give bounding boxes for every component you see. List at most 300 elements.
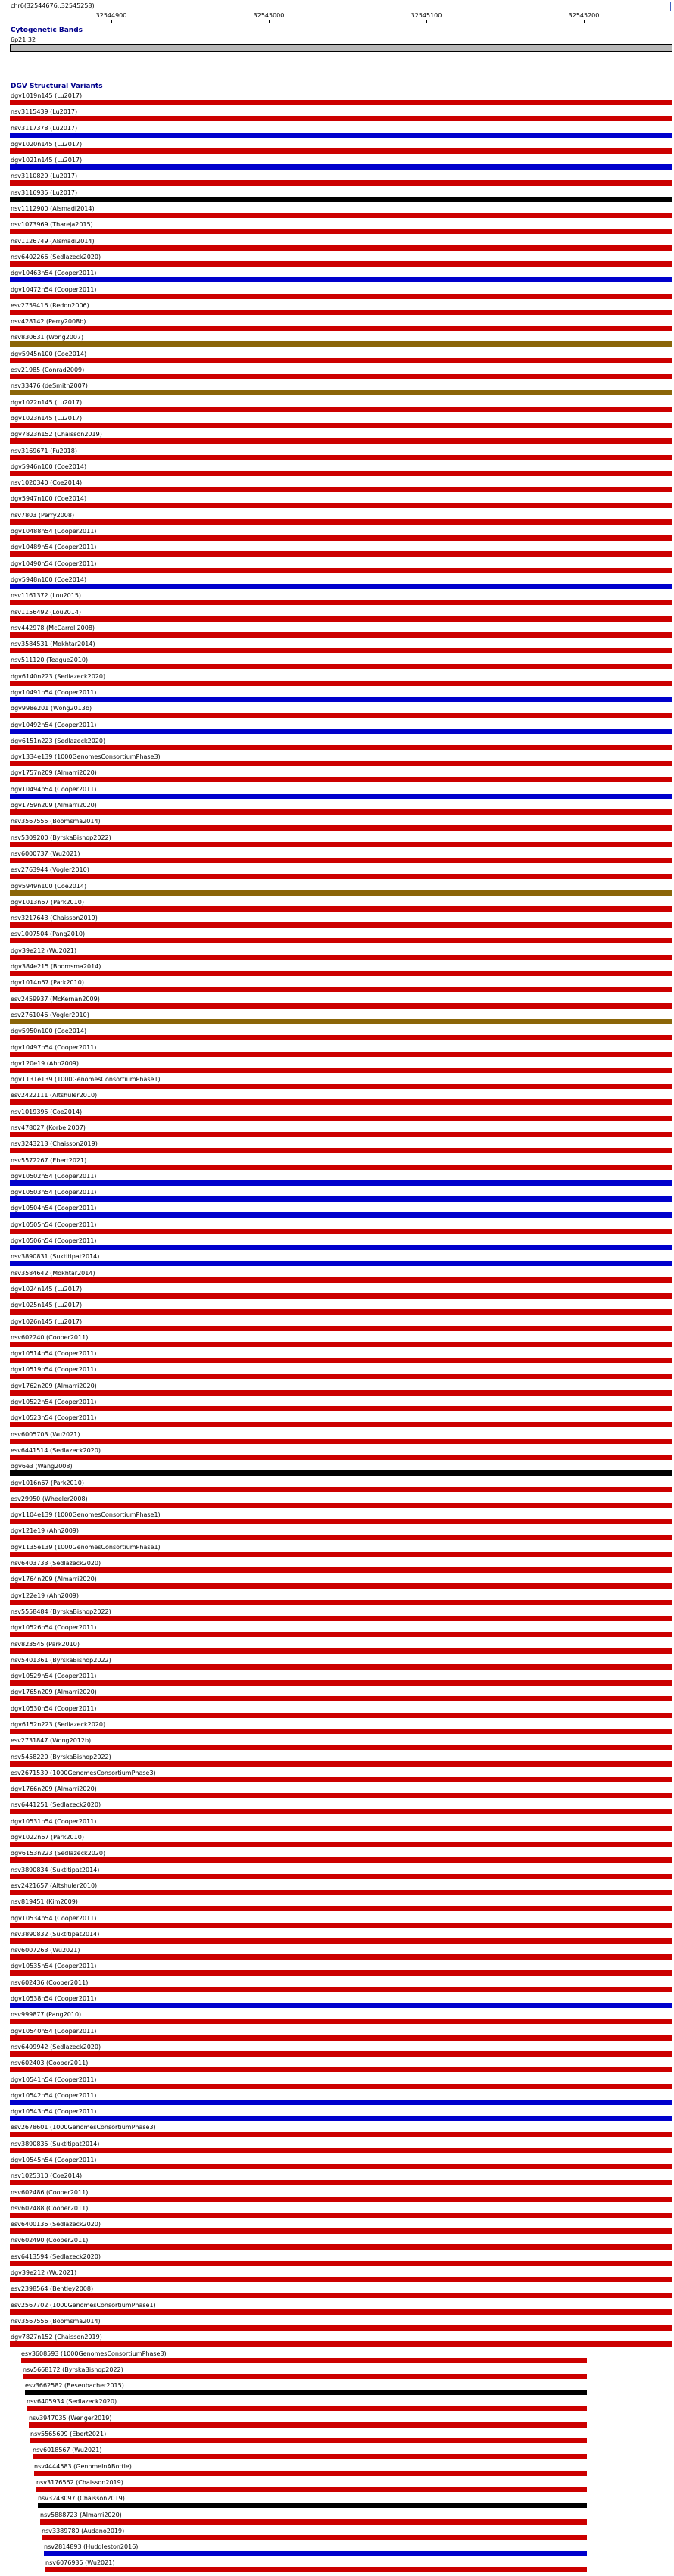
variant-row (0, 1044, 674, 1060)
variant-bar[interactable] (10, 358, 672, 363)
variant-bar[interactable] (10, 1680, 672, 1686)
variant-bar[interactable] (10, 341, 672, 347)
variant-row (0, 1253, 674, 1269)
variant-bar[interactable] (10, 213, 672, 218)
variant-bar[interactable] (44, 2551, 587, 2556)
variant-label: dgv1026n145 (Lu2017) (11, 1318, 83, 1325)
variant-bar[interactable] (10, 600, 672, 605)
variant-bar[interactable] (10, 2228, 672, 2234)
variant-bar[interactable] (10, 1196, 672, 1202)
variant-bar[interactable] (10, 2067, 672, 2072)
variant-bar[interactable] (10, 1519, 672, 1524)
variant-bar[interactable] (10, 1826, 672, 1831)
variant-row (0, 512, 674, 528)
variant-row (0, 1834, 674, 1850)
variant-bar[interactable] (10, 2084, 672, 2089)
variant-row (0, 1770, 674, 1785)
variant-label: dgv6140n223 (Sedlazeck2020) (11, 672, 106, 680)
variant-bar[interactable] (10, 2148, 672, 2153)
variant-bar[interactable] (10, 1455, 672, 1460)
variant-row (0, 2124, 674, 2140)
variant-row (0, 2382, 674, 2398)
variant-bar[interactable] (10, 277, 672, 282)
variant-row (0, 270, 674, 285)
variant-row (0, 641, 674, 656)
variant-bar[interactable] (10, 2341, 672, 2347)
variant-bar[interactable] (10, 1567, 672, 1573)
variant-bar[interactable] (21, 2358, 587, 2363)
variant-row (0, 2302, 674, 2318)
variant-bar[interactable] (10, 197, 672, 202)
variant-row (0, 2495, 674, 2511)
variant-bar[interactable] (10, 825, 672, 831)
variant-bar[interactable] (10, 1745, 672, 1750)
variant-bar[interactable] (10, 1406, 672, 1411)
variant-bar[interactable] (10, 987, 672, 992)
variant-label: esv2567702 (1000GenomesConsortiumPhase1) (11, 2301, 156, 2309)
variant-bar[interactable] (10, 1084, 672, 1089)
variant-label: esv2398564 (Bentley2008) (11, 2285, 94, 2293)
variant-label: dgv122e19 (Ahn2009) (11, 1592, 80, 1599)
variant-bar[interactable] (10, 1600, 672, 1605)
variant-label: dgv1104e139 (1000GenomesConsortiumPhase1) (11, 1511, 161, 1519)
variant-row (0, 2479, 674, 2495)
variant-bar[interactable] (10, 423, 672, 428)
ruler-tick-label: 32544900 (95, 12, 127, 19)
variant-bar[interactable] (10, 1116, 672, 1121)
variant-row (0, 1721, 674, 1737)
variant-label: nsv602240 (Cooper2011) (11, 1333, 89, 1341)
variant-label: dgv10519n54 (Cooper2011) (11, 1366, 97, 1374)
variant-row (0, 850, 674, 866)
variant-label: nsv6005703 (Wu2021) (11, 1430, 80, 1438)
variant-bar[interactable] (45, 2567, 587, 2572)
variant-bar[interactable] (10, 374, 672, 379)
variant-bar[interactable] (10, 616, 672, 622)
variant-bar[interactable] (10, 1261, 672, 1266)
variant-label: dgv10531n54 (Cooper2011) (11, 1817, 97, 1825)
variant-bar[interactable] (10, 681, 672, 686)
variant-label: dgv998e201 (Wong2013b) (11, 705, 92, 713)
variant-bar[interactable] (10, 2019, 672, 2024)
variant-bar[interactable] (10, 874, 672, 879)
variant-bar[interactable] (10, 713, 672, 718)
variant-bar[interactable] (10, 326, 672, 331)
variant-label: dgv10522n54 (Cooper2011) (11, 1399, 97, 1406)
variant-bar[interactable] (10, 1439, 672, 1444)
variant-bar[interactable] (10, 1052, 672, 1057)
variant-label: dgv10489n54 (Cooper2011) (11, 544, 97, 551)
variant-label: nsv602403 (Cooper2011) (11, 2060, 89, 2067)
cytoband-label: 6p21.32 (11, 36, 36, 43)
variant-label: dgv7823n152 (Chaisson2019) (11, 431, 102, 438)
variant-bar[interactable] (10, 245, 672, 251)
variant-row (0, 722, 674, 738)
variant-row (0, 1527, 674, 1543)
variant-bar[interactable] (10, 1616, 672, 1621)
variant-bar[interactable] (10, 1132, 672, 1137)
variant-bar[interactable] (10, 1970, 672, 1976)
variant-bar[interactable] (10, 1358, 672, 1363)
variant-bar[interactable] (10, 729, 672, 734)
variant-row (0, 963, 674, 979)
variant-label: dgv384e215 (Boomsma2014) (11, 963, 101, 971)
variant-bar[interactable] (10, 2325, 672, 2331)
variant-label: dgv10472n54 (Cooper2011) (11, 285, 97, 293)
variant-bar[interactable] (10, 1857, 672, 1863)
variant-bar[interactable] (10, 100, 672, 105)
variant-bar[interactable] (10, 1729, 672, 1734)
variant-bar[interactable] (10, 1245, 672, 1250)
variant-label: dgv5949n100 (Coe2014) (11, 882, 87, 890)
variant-row (0, 92, 674, 108)
variant-bar[interactable] (10, 390, 672, 395)
variant-bar[interactable] (10, 1326, 672, 1331)
variant-row (0, 1463, 674, 1479)
variant-bar[interactable] (10, 1099, 672, 1105)
variant-row (0, 1705, 674, 1721)
variant-label: nsv3169671 (Fu2018) (11, 447, 77, 454)
variant-bar[interactable] (10, 1293, 672, 1299)
variant-bar[interactable] (10, 2197, 672, 2202)
variant-label: dgv1025n145 (Lu2017) (11, 1302, 83, 1309)
variant-bar[interactable] (10, 1874, 672, 1879)
variant-bar[interactable] (10, 568, 672, 573)
variant-bar[interactable] (10, 1923, 672, 1928)
variant-bar[interactable] (10, 1422, 672, 1427)
variant-bar[interactable] (10, 1938, 672, 1944)
variant-bar[interactable] (10, 2132, 672, 2137)
variant-row (0, 1576, 674, 1592)
variant-bar[interactable] (10, 519, 672, 525)
variant-bar[interactable] (10, 2213, 672, 2218)
variant-bar[interactable] (10, 1987, 672, 1992)
variant-row (0, 1560, 674, 1576)
ruler-tick-label: 32545200 (568, 12, 600, 19)
variant-bar[interactable] (10, 1487, 672, 1492)
variant-bar[interactable] (10, 1713, 672, 1718)
variant-bar[interactable] (10, 551, 672, 557)
variant-bar[interactable] (10, 761, 672, 766)
variant-row (0, 2447, 674, 2462)
variant-label: nsv5458220 (ByrskaBishop2022) (11, 1753, 111, 1760)
variant-bar[interactable] (10, 794, 672, 799)
variant-bar[interactable] (10, 1390, 672, 1396)
variant-bar[interactable] (10, 1342, 672, 1347)
variant-row (0, 2108, 674, 2124)
variant-row (0, 1592, 674, 1608)
variant-label: dgv10530n54 (Cooper2011) (11, 1704, 97, 1712)
variant-bar[interactable] (10, 1809, 672, 1814)
variant-label: nsv1020340 (Coe2014) (11, 479, 83, 487)
variant-bar[interactable] (10, 310, 672, 315)
variant-bar[interactable] (10, 438, 672, 444)
variant-bar[interactable] (10, 922, 672, 928)
variant-row (0, 382, 674, 398)
variant-label: nsv602486 (Cooper2011) (11, 2188, 89, 2196)
variant-bar[interactable] (10, 1374, 672, 1379)
variant-row (0, 1544, 674, 1560)
variant-bar[interactable] (10, 1793, 672, 1798)
variant-bar[interactable] (10, 697, 672, 702)
variant-row (0, 1366, 674, 1382)
variant-row (0, 2350, 674, 2366)
variant-row (0, 479, 674, 495)
variant-label: dgv1022n67 (Park2010) (11, 1834, 84, 1842)
variant-label: dgv1759n209 (Almarri2020) (11, 802, 97, 809)
variant-label: nsv3584531 (Mokhtar2014) (11, 641, 95, 648)
variant-bar[interactable] (10, 2051, 672, 2057)
variant-bar[interactable] (10, 1277, 672, 1283)
variant-bar[interactable] (10, 664, 672, 669)
base-position-ruler[interactable] (0, 10, 674, 20)
variant-row (0, 2285, 674, 2301)
variant-bar[interactable] (10, 1954, 672, 1960)
variant-row (0, 2415, 674, 2431)
variant-bar[interactable] (10, 116, 672, 121)
variant-row (0, 1334, 674, 1350)
variant-bar[interactable] (10, 1019, 672, 1024)
variant-row (0, 1157, 674, 1173)
variant-bar[interactable] (10, 1148, 672, 1153)
variant-row (0, 915, 674, 931)
variant-label: dgv7827n152 (Chaisson2019) (11, 2334, 102, 2341)
variant-row (0, 2318, 674, 2334)
variant-bar[interactable] (10, 2116, 672, 2121)
variant-bar[interactable] (10, 2261, 672, 2266)
variant-row (0, 2205, 674, 2221)
variant-bar[interactable] (10, 1180, 672, 1186)
variant-label: dgv10494n54 (Cooper2011) (11, 785, 97, 793)
variant-label: esv6400136 (Sedlazeck2020) (11, 2221, 101, 2228)
header-bar (0, 0, 674, 10)
variant-row (0, 996, 674, 1012)
variant-row (0, 334, 674, 350)
variant-bar[interactable] (34, 2471, 587, 2476)
variant-label: nsv3116935 (Lu2017) (11, 189, 78, 196)
variant-row (0, 1995, 674, 2011)
variant-row (0, 1205, 674, 1221)
variant-bar[interactable] (10, 955, 672, 960)
variant-bar[interactable] (10, 2035, 672, 2041)
variant-bar[interactable] (10, 2100, 672, 2105)
variant-bar[interactable] (10, 1664, 672, 1670)
variant-bar[interactable] (10, 1535, 672, 1540)
variant-row (0, 1979, 674, 1995)
variant-label: dgv6152n223 (Sedlazeck2020) (11, 1720, 106, 1728)
variant-label: esv6441514 (Sedlazeck2020) (11, 1446, 101, 1454)
variant-row (0, 834, 674, 850)
variant-row (0, 1286, 674, 1302)
variant-row (0, 366, 674, 382)
variant-bar[interactable] (10, 1761, 672, 1767)
variant-bar[interactable] (10, 1309, 672, 1315)
variant-row (0, 1657, 674, 1673)
variant-label: esv2731847 (Wong2012b) (11, 1737, 92, 1745)
variant-label: esv2759416 (Redon2006) (11, 301, 89, 309)
variant-bar[interactable] (10, 1842, 672, 1847)
variant-bar[interactable] (10, 1068, 672, 1073)
variant-bar[interactable] (10, 842, 672, 847)
variant-label: dgv10540n54 (Cooper2011) (11, 2027, 97, 2035)
variant-label: nsv6076935 (Wu2021) (45, 2559, 115, 2567)
variant-bar[interactable] (10, 1165, 672, 1170)
variant-label: dgv5950n100 (Coe2014) (11, 1028, 87, 1035)
variant-row (0, 1028, 674, 1043)
variant-bar[interactable] (25, 2390, 587, 2395)
variant-bar[interactable] (10, 1552, 672, 1557)
variant-row (0, 157, 674, 173)
variant-bar[interactable] (10, 455, 672, 460)
variant-bar[interactable] (10, 2244, 672, 2250)
variant-label: nsv442978 (McCarroll2008) (11, 624, 95, 632)
variant-label: dgv10490n54 (Cooper2011) (11, 560, 97, 567)
variant-bar[interactable] (10, 890, 672, 896)
variant-row (0, 1012, 674, 1028)
variant-bar[interactable] (10, 180, 672, 186)
variant-row (0, 818, 674, 834)
variant-bar[interactable] (10, 777, 672, 782)
variant-row (0, 802, 674, 818)
cytoband-section-title: Cytogenetic Bands (11, 27, 83, 34)
variant-bar[interactable] (29, 2422, 587, 2428)
variant-row (0, 125, 674, 141)
variant-bar[interactable] (10, 294, 672, 299)
variant-row (0, 495, 674, 511)
variant-row (0, 1109, 674, 1124)
variant-bar[interactable] (10, 906, 672, 912)
variant-row (0, 2253, 674, 2269)
variant-label: dgv39e212 (Wu2021) (11, 947, 77, 954)
variant-label: nsv5572267 (Ebert2021) (11, 1156, 87, 1164)
variant-bar[interactable] (10, 164, 672, 170)
variant-label: dgv39e212 (Wu2021) (11, 2269, 77, 2277)
variant-label: dgv10534n54 (Cooper2011) (11, 1914, 97, 1922)
variant-bar[interactable] (10, 503, 672, 508)
variant-bar[interactable] (10, 2180, 672, 2185)
variant-bar[interactable] (10, 938, 672, 943)
variant-row (0, 1221, 674, 1237)
variant-row (0, 108, 674, 124)
variant-bar[interactable] (10, 2293, 672, 2298)
cytoband-bar[interactable] (10, 44, 672, 52)
variant-bar[interactable] (10, 1906, 672, 1911)
variant-bar[interactable] (40, 2519, 587, 2525)
variant-label: dgv1019n145 (Lu2017) (11, 92, 83, 99)
variant-bar[interactable] (10, 261, 672, 267)
variant-label: nsv3890831 (Suktitipat2014) (11, 1253, 100, 1261)
variant-bar[interactable] (10, 487, 672, 492)
variant-label: nsv1161372 (Lou2015) (11, 592, 82, 600)
variant-label: nsv1019395 (Coe2014) (11, 1108, 83, 1115)
variant-bar[interactable] (30, 2438, 587, 2443)
variant-label: dgv10488n54 (Cooper2011) (11, 528, 97, 535)
variant-bar[interactable] (27, 2406, 587, 2411)
variant-bar[interactable] (10, 471, 672, 476)
variant-row (0, 786, 674, 802)
variant-bar[interactable] (10, 1503, 672, 1508)
variant-label: dgv10541n54 (Cooper2011) (11, 2075, 97, 2083)
variant-row (0, 2141, 674, 2157)
variant-row (0, 1689, 674, 1704)
variant-row (0, 448, 674, 463)
variant-bar[interactable] (10, 407, 672, 412)
variant-bar[interactable] (23, 2374, 587, 2379)
variant-row (0, 883, 674, 899)
variant-bar[interactable] (10, 584, 672, 589)
variant-bar[interactable] (38, 2503, 587, 2508)
variant-bar[interactable] (10, 148, 672, 154)
variant-label: nsv5309200 (ByrskaBishop2022) (11, 834, 111, 841)
variant-bar[interactable] (10, 229, 672, 234)
variant-bar[interactable] (10, 1890, 672, 1895)
variant-bar[interactable] (10, 2164, 672, 2169)
variant-label: dgv10463n54 (Cooper2011) (11, 270, 97, 277)
variant-label: dgv5947n100 (Coe2014) (11, 495, 87, 503)
variant-bar[interactable] (10, 971, 672, 976)
variant-label: nsv6403733 (Sedlazeck2020) (11, 1560, 101, 1567)
variant-bar[interactable] (10, 133, 672, 138)
variant-bar[interactable] (10, 745, 672, 750)
variant-label: esv2761046 (Vogler2010) (11, 1011, 89, 1018)
variant-row (0, 2044, 674, 2060)
variant-bar[interactable] (10, 632, 672, 638)
variant-label: esv3608593 (1000GenomesConsortiumPhase3) (21, 2350, 167, 2357)
variant-bar[interactable] (10, 1212, 672, 1218)
variant-bar[interactable] (10, 2277, 672, 2282)
variant-bar[interactable] (10, 535, 672, 541)
variant-row (0, 2512, 674, 2528)
variant-label: nsv6007263 (Wu2021) (11, 1947, 80, 1954)
variant-bar[interactable] (10, 1777, 672, 1782)
variant-label: nsv602436 (Cooper2011) (11, 1979, 89, 1986)
variant-label: dgv1762n209 (Almarri2020) (11, 1382, 97, 1389)
variant-bar[interactable] (42, 2535, 587, 2540)
variant-row (0, 415, 674, 431)
variant-bar[interactable] (10, 1648, 672, 1654)
variant-label: nsv7803 (Perry2008) (11, 511, 75, 519)
variant-bar[interactable] (10, 2003, 672, 2008)
variant-label: esv2671539 (1000GenomesConsortiumPhase3) (11, 1769, 156, 1776)
variant-bar[interactable] (10, 648, 672, 653)
variant-label: nsv3584642 (Mokhtar2014) (11, 1269, 95, 1277)
variant-label: nsv6409942 (Sedlazeck2020) (11, 2043, 101, 2051)
variant-bar[interactable] (10, 1696, 672, 1701)
variant-bar[interactable] (10, 2309, 672, 2315)
variant-label: nsv6405934 (Sedlazeck2020) (27, 2398, 117, 2406)
variant-bar[interactable] (33, 2454, 587, 2459)
variant-bar[interactable] (10, 1470, 672, 1476)
variant-label: nsv1126749 (Alsmadi2014) (11, 237, 95, 245)
variant-label: dgv5946n100 (Coe2014) (11, 463, 87, 470)
variant-label: nsv478027 (Korbel2007) (11, 1124, 86, 1131)
variant-row (0, 1495, 674, 1511)
variant-bar[interactable] (36, 2487, 587, 2492)
variant-label: dgv10529n54 (Cooper2011) (11, 1673, 97, 1680)
variant-bar[interactable] (10, 1229, 672, 1234)
variant-label: nsv5668172 (ByrskaBishop2022) (23, 2365, 123, 2373)
variant-bar[interactable] (10, 809, 672, 815)
variant-row (0, 1480, 674, 1495)
variant-bar[interactable] (10, 1035, 672, 1040)
variant-bar[interactable] (10, 858, 672, 863)
variant-row (0, 1624, 674, 1640)
variant-label: dgv10538n54 (Cooper2011) (11, 1995, 97, 2003)
variant-bar[interactable] (10, 1632, 672, 1637)
variant-bar[interactable] (10, 1003, 672, 1009)
variant-row (0, 1850, 674, 1866)
variant-bar[interactable] (10, 1583, 672, 1589)
